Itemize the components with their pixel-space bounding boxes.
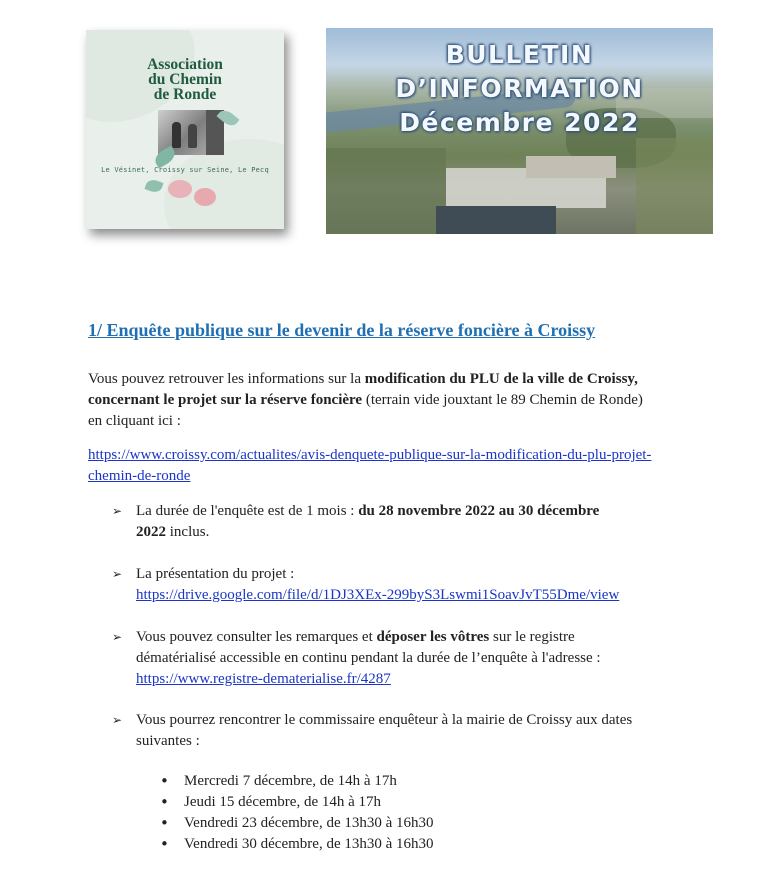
- banner-title-line: Décembre 2022: [399, 108, 640, 137]
- item-text: La durée de l'enquête est de 1 mois :: [136, 503, 359, 519]
- arrow-bullet-icon: ➢: [112, 630, 123, 644]
- intro-text: Vous pouvez retrouver les informations sur la: [88, 371, 365, 387]
- intro-paragraph: [88, 369, 708, 432]
- intro-text: en cliquant ici :: [88, 413, 181, 429]
- date-text: Mercredi 7 décembre, de 14h à 17h: [184, 773, 397, 789]
- bulletin-banner: [326, 28, 713, 234]
- item-text: sur le registre: [489, 629, 575, 645]
- item-text: inclus.: [166, 524, 210, 540]
- banner-trees: [636, 138, 713, 234]
- date-text: Vendredi 23 décembre, de 13h30 à 16h30: [184, 815, 434, 831]
- list-item: [160, 771, 434, 792]
- arrow-bullet-icon: ➢: [112, 504, 123, 518]
- intro-text: (terrain vide jouxtant le 89 Chemin de Ronde): [362, 392, 643, 408]
- arrow-bullet-icon: ➢: [112, 567, 123, 581]
- logo-title: [86, 57, 284, 102]
- arrow-bullet-icon: ➢: [112, 713, 123, 727]
- list-item: [160, 813, 434, 834]
- bullet-icon: •: [160, 793, 169, 811]
- leaf-icon: [144, 178, 163, 195]
- list-item: [160, 792, 434, 813]
- bullet-icon: •: [160, 814, 169, 832]
- banner-trees: [326, 148, 446, 234]
- list-item: [160, 834, 434, 855]
- intro-bold-text: concernant le projet sur la réserve foncière: [88, 392, 363, 408]
- list-item-text: [136, 564, 676, 606]
- intro-bold-text: modification du PLU de la ville de Croissy,: [364, 371, 638, 387]
- registre-link[interactable]: https://www.registre-dematerialise.fr/4287: [136, 671, 391, 687]
- list-item-text: [136, 710, 676, 752]
- item-text: Vous pouvez consulter les remarques et: [136, 629, 377, 645]
- bullet-icon: •: [160, 835, 169, 853]
- link-text: https://www.croissy.com/actualites/avis-denquete-publique-sur-la-modification-du-plu-projet-: [88, 447, 652, 463]
- person-silhouette: [172, 122, 181, 148]
- bullet-icon: •: [160, 772, 169, 790]
- item-text: suivantes :: [136, 733, 200, 749]
- croissy-plu-link[interactable]: [88, 447, 651, 484]
- logo-subtitle: Le Vésinet, Croissy sur Seine, Le Pecq: [101, 166, 269, 174]
- link-text: chemin-de-ronde: [88, 468, 191, 484]
- banner-title-line: BULLETIN: [445, 40, 594, 69]
- banner-title-line: D’INFORMATION: [395, 74, 644, 103]
- item-bold-text: du 28 novembre 2022 au 30 décembre: [358, 503, 600, 519]
- logo-title-line: Association: [147, 56, 223, 73]
- person-silhouette: [188, 124, 197, 148]
- drive-presentation-link[interactable]: https://drive.google.com/file/d/1DJ3XEx-299byS3Lswmi1SoavJvT55Dme/view: [136, 587, 620, 603]
- item-bold-text: déposer les vôtres: [376, 629, 490, 645]
- association-logo: [86, 30, 284, 229]
- section-title: 1/ Enquête publique sur le devenir de la réserve foncière à Croissy: [88, 320, 596, 340]
- banner-title: [326, 38, 713, 140]
- banner-building: [436, 206, 556, 234]
- logo-title-line: du Chemin: [148, 71, 222, 88]
- date-text: Jeudi 15 décembre, de 14h à 17h: [184, 794, 382, 810]
- banner-building: [526, 156, 616, 178]
- item-text: La présentation du projet :: [136, 566, 295, 582]
- logo-title-line: de Ronde: [153, 86, 217, 103]
- item-text: Vous pourrez rencontrer le commissaire enquêteur à la mairie de Croissy aux dates: [136, 712, 633, 728]
- flower-icon: [168, 180, 192, 198]
- date-text: Vendredi 30 décembre, de 13h30 à 16h30: [184, 836, 434, 852]
- list-item-text: [136, 501, 676, 543]
- list-item-text: [136, 627, 676, 690]
- croissy-link-block: [88, 445, 728, 487]
- item-text: dématérialisé accessible en continu pendant la durée de l’enquête à l'adresse :: [136, 650, 601, 666]
- flower-icon: [194, 188, 216, 206]
- item-bold-text: 2022: [136, 524, 166, 540]
- dates-list: [160, 771, 434, 855]
